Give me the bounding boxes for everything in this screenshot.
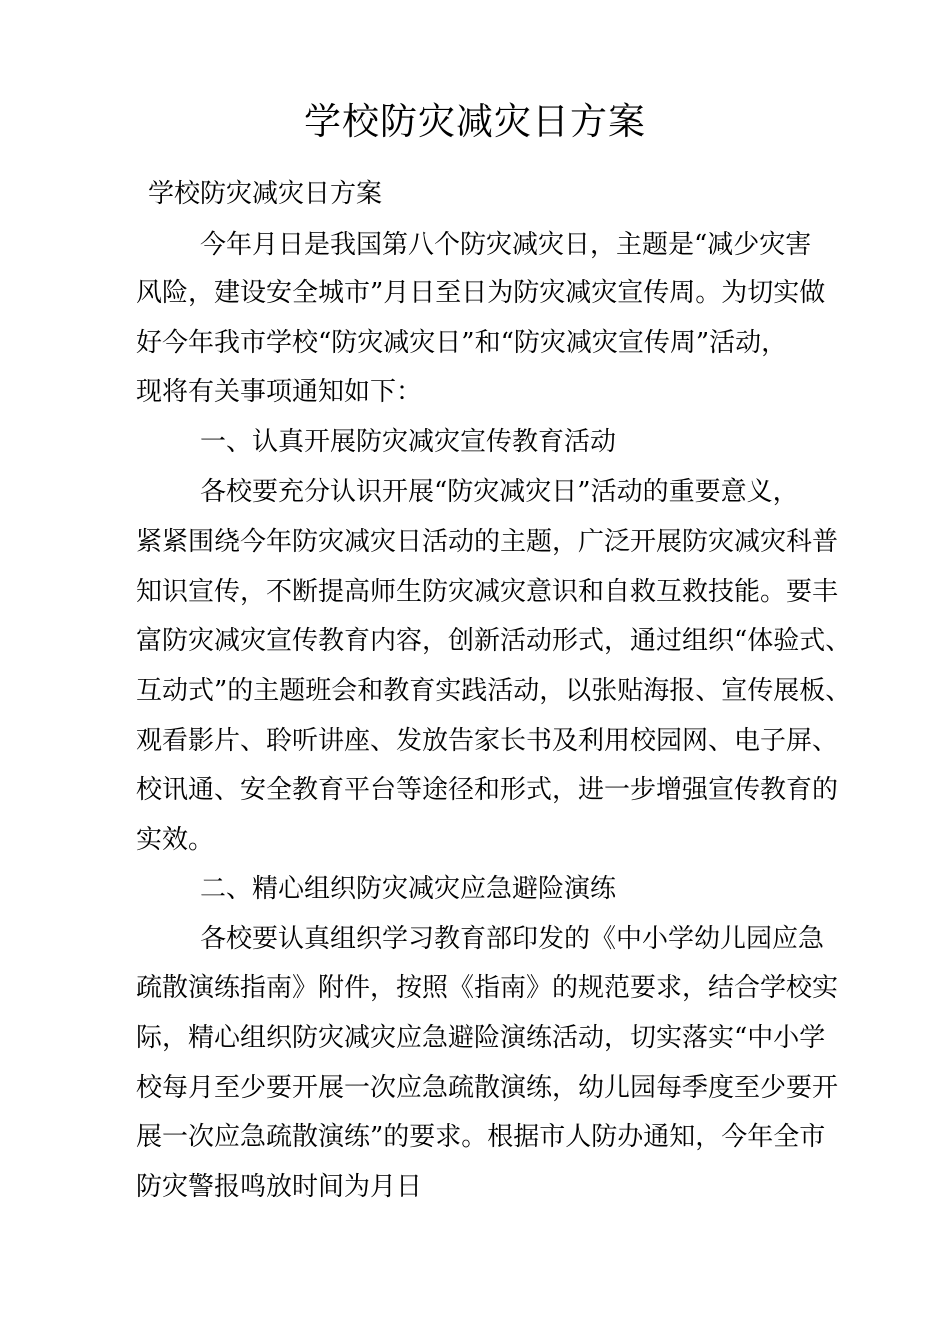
body-line: 现将有关事项通知如下： [136, 377, 423, 407]
section-heading: 二、精心组织防灾减灾应急避险演练 [200, 874, 617, 904]
body-line: 展一次应急疏散演练”的要求。根据市人防办通知，今年全市 [136, 1122, 826, 1152]
body-line: 互动式”的主题班会和教育实践活动，以张贴海报、宣传展板、 [136, 676, 852, 706]
body-line: 实效。 [136, 825, 215, 855]
body-line: 观看影片、聆听讲座、发放告家长书及利用校园网、电子屏、 [136, 726, 839, 756]
body-line: 各校要充分认识开展“防灾减灾日”活动的重要意义， [200, 477, 799, 507]
body-line: 疏散演练指南》附件，按照《指南》的规范要求，结合学校实 [136, 973, 839, 1003]
document-title: 学校防灾减灾日方案 [304, 100, 646, 143]
body-line: 富防灾减灾宣传教育内容，创新活动形式，通过组织“体验式、 [136, 626, 852, 656]
body-line: 防灾警报鸣放时间为月日 [136, 1172, 423, 1202]
body-line: 风险，建设安全城市”月日至日为防灾减灾宣传周。为切实做 [136, 278, 826, 308]
body-line: 校讯通、安全教育平台等途径和形式，进一步增强宣传教育的 [136, 775, 839, 805]
body-line: 校每月至少要开展一次应急疏散演练，幼儿园每季度至少要开 [136, 1073, 839, 1103]
body-line: 际，精心组织防灾减灾应急避险演练活动，切实落实“中小学 [136, 1023, 826, 1053]
body-line: 今年月日是我国第八个防灾减灾日，主题是“减少灾害 [200, 230, 812, 260]
body-line: 好今年我市学校“防灾减灾日”和“防灾减灾宣传周”活动， [136, 328, 788, 358]
document-subtitle: 学校防灾减灾日方案 [148, 179, 383, 209]
body-line: 各校要认真组织学习教育部印发的《中小学幼儿园应急 [200, 924, 825, 954]
section-heading: 一、认真开展防灾减灾宣传教育活动 [200, 427, 617, 457]
body-line: 紧紧围绕今年防灾减灾日活动的主题，广泛开展防灾减灾科普 [136, 527, 839, 557]
body-line: 知识宣传，不断提高师生防灾减灾意识和自救互救技能。要丰 [136, 577, 839, 607]
